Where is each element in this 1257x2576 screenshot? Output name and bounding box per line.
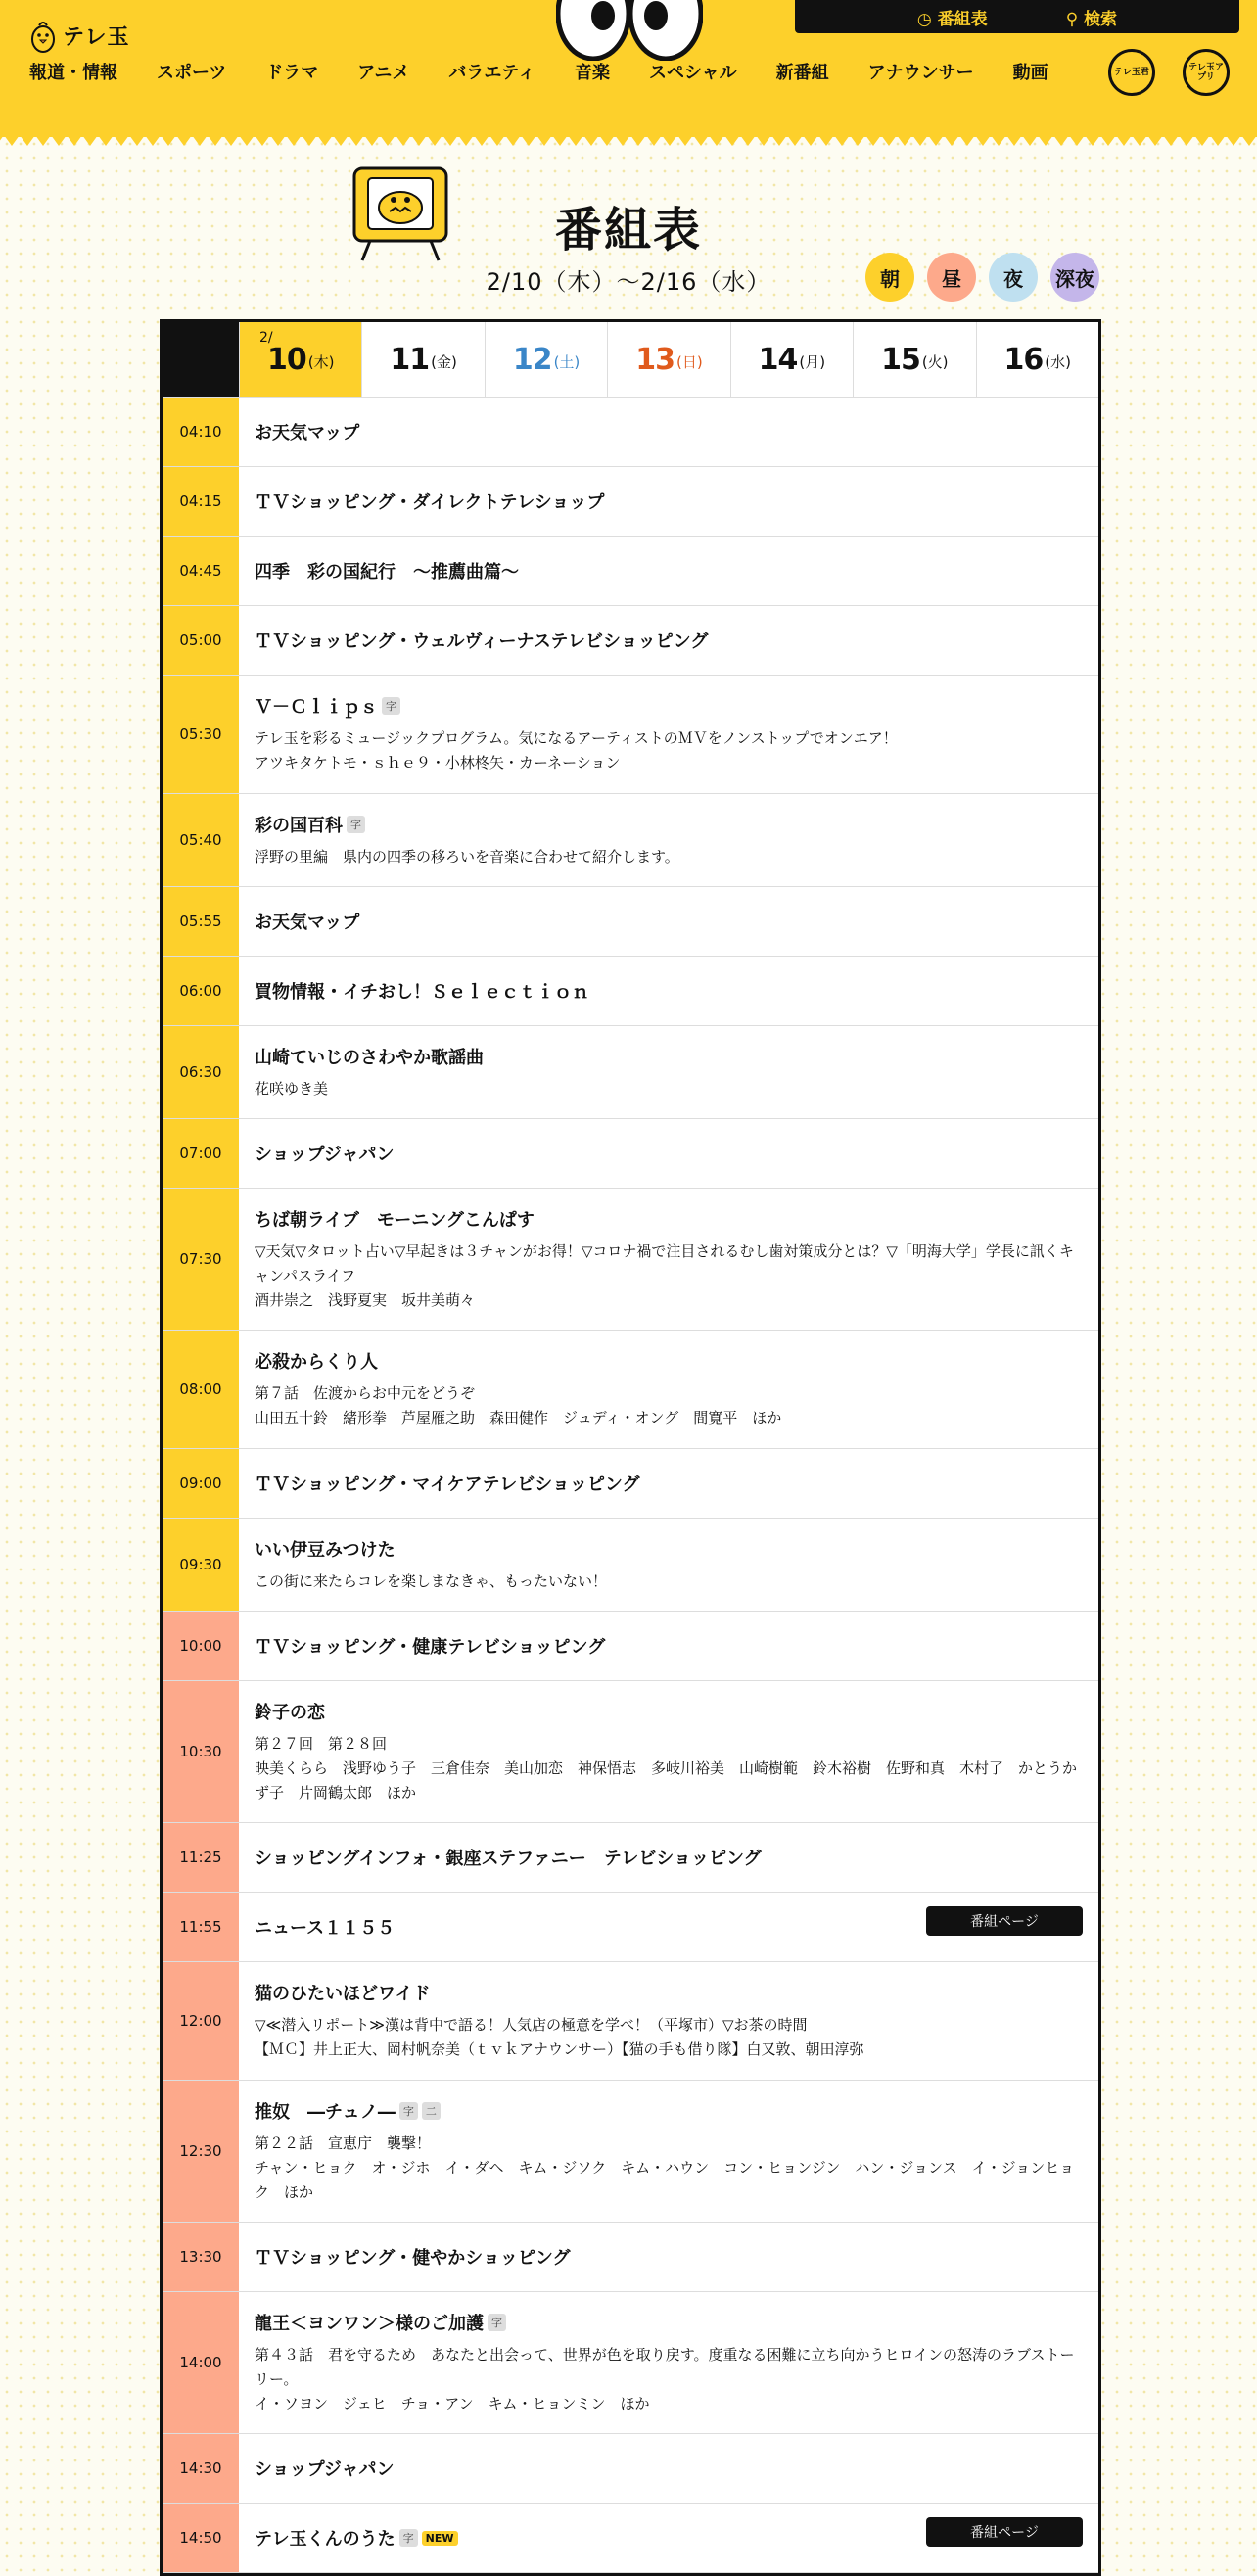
nav-news[interactable]: 報道・情報 — [29, 63, 117, 83]
clock-icon: ◷ — [916, 9, 938, 29]
teletama-kun-label: テレ玉君 — [1114, 68, 1149, 77]
program-description — [255, 2343, 1083, 2416]
nav-music[interactable]: 音楽 — [574, 63, 610, 83]
main-nav — [29, 59, 1088, 84]
program-row[interactable] — [163, 1519, 1098, 1612]
search-label: 検索 — [1084, 9, 1118, 29]
description-line: 浮野の里編 県内の四季の移ろいを音楽に合わせて紹介します。 — [255, 848, 679, 866]
program-time: 06:30 — [163, 1026, 239, 1118]
program-time: 14:50 — [163, 2504, 239, 2572]
program-title[interactable]: ショップジャパン — [255, 2459, 395, 2480]
day-number: 16 — [1003, 342, 1044, 377]
day-number: 11 — [390, 342, 430, 377]
program-title[interactable]: 必殺からくり人 — [255, 1352, 378, 1373]
program-title-row — [255, 2098, 1083, 2124]
program-row[interactable] — [163, 1893, 1098, 1962]
page-title: 番組表 — [554, 203, 702, 258]
program-time: 08:00 — [163, 1331, 239, 1448]
time-button-morning[interactable]: 朝 — [865, 253, 914, 302]
description-line: 第２７回 第２８回 — [255, 1735, 388, 1753]
program-title-row — [255, 1633, 1083, 1659]
program-info — [239, 606, 1098, 675]
description-line: ▽≪潜入リポート≫漢は背中で語る！人気店の極意を学べ！（平塚市）▽お茶の時間 — [255, 2016, 808, 2034]
program-row[interactable] — [163, 887, 1098, 957]
program-title[interactable]: ニュース１１５５ — [255, 1918, 396, 1939]
program-title-row — [255, 1348, 1083, 1374]
site-header — [0, 0, 1257, 137]
program-title-row — [255, 1044, 1083, 1069]
program-info — [239, 1612, 1098, 1680]
search-link[interactable] — [1066, 5, 1117, 29]
program-row[interactable] — [163, 1449, 1098, 1519]
day-number: 13 — [635, 342, 675, 377]
program-title-row — [255, 558, 1083, 584]
program-title-row — [255, 2310, 1083, 2335]
day-tab-14[interactable] — [730, 322, 853, 397]
program-title[interactable]: ＴＶショッピング・ダイレクトテレショップ — [255, 492, 605, 513]
program-title[interactable]: ちば朝ライブ モーニングこんぱす — [255, 1210, 535, 1231]
description-line: 第７話 佐渡からお中元をどうぞ — [255, 1384, 476, 1402]
program-title[interactable]: 山崎ていじのさわやか歌謡曲 — [255, 1048, 484, 1068]
app-label: テレ玉アプリ — [1188, 63, 1224, 82]
logo-text: テレ玉 — [63, 24, 130, 50]
program-info — [239, 2292, 1098, 2433]
program-title-row — [255, 1536, 1083, 1562]
caption-badge: 字 — [399, 2102, 418, 2120]
program-info — [239, 398, 1098, 466]
program-title-row — [255, 419, 1083, 445]
program-title-row — [255, 1206, 1083, 1232]
nav-drama[interactable]: ドラマ — [265, 63, 319, 83]
program-info — [239, 1189, 1098, 1330]
program-title[interactable]: ＴＶショッピング・健やかショッピング — [255, 2248, 571, 2269]
program-info — [239, 2081, 1098, 2222]
program-row[interactable] — [163, 957, 1098, 1026]
program-guide-link[interactable] — [917, 5, 988, 29]
program-info — [239, 1893, 1098, 1961]
caption-badge: 二 — [422, 2102, 441, 2120]
day-number: 12 — [512, 342, 552, 377]
program-title[interactable]: 彩の国百科 — [255, 816, 343, 836]
program-info — [239, 2434, 1098, 2503]
nav-anime[interactable]: アニメ — [357, 63, 410, 83]
program-title-row — [255, 978, 1083, 1004]
program-title-row — [255, 1471, 1083, 1496]
program-time: 07:30 — [163, 1189, 239, 1330]
program-time: 12:30 — [163, 2081, 239, 2222]
program-time: 11:25 — [163, 1823, 239, 1892]
program-title-row — [255, 2244, 1083, 2270]
new-badge: NEW — [422, 2531, 458, 2546]
program-title-row — [255, 489, 1083, 514]
header-zigzag-divider — [0, 135, 1257, 147]
description-line: 第２２話 宣恵庁 襲撃！ — [255, 2134, 432, 2152]
program-time: 05:30 — [163, 676, 239, 793]
program-description — [255, 845, 1083, 869]
description-line: ▽天気▽タロット占い▽早起きは３チャンがお得！▽コロナ禍で注目されるむし歯対策成分とは？▽「明海大学」学長に訊くキャンパスライフ — [255, 1242, 1074, 1285]
program-info — [239, 794, 1098, 886]
program-time: 12:00 — [163, 1962, 239, 2080]
top-utility-bar — [795, 0, 1239, 33]
program-time: 06:00 — [163, 957, 239, 1025]
day-weekday: (水) — [1045, 352, 1071, 371]
time-button-daytime[interactable]: 昼 — [927, 253, 976, 302]
program-time: 14:00 — [163, 2292, 239, 2433]
program-title[interactable]: ショッピングインフォ・銀座ステファニー テレビショッピング — [255, 1849, 762, 1869]
program-time: 09:30 — [163, 1519, 239, 1611]
program-guide-label: 番組表 — [937, 9, 988, 29]
site-logo[interactable] — [29, 18, 130, 53]
program-info — [239, 1519, 1098, 1611]
program-description — [255, 726, 1083, 775]
program-title-row — [255, 693, 1083, 719]
program-row[interactable] — [163, 1681, 1098, 1823]
program-row[interactable] — [163, 1612, 1098, 1681]
day-weekday: (土) — [553, 352, 581, 371]
program-title-row — [255, 628, 1083, 653]
program-time: 10:00 — [163, 1612, 239, 1680]
program-row[interactable] — [163, 676, 1098, 794]
description-line: 映美くらら 浅野ゆう子 三倉佳奈 美山加恋 神保悟志 多岐川裕美 山崎樹範 鈴木裕樹 佐野和真 木村了 かとうかず子 片岡鶴太郎 ほか — [255, 1759, 1078, 1802]
day-weekday: (木) — [307, 352, 335, 371]
program-row[interactable] — [163, 537, 1098, 606]
program-info — [239, 957, 1098, 1025]
program-title[interactable]: 推奴 ―チュノ― — [255, 2102, 396, 2123]
teletama-kun-icon[interactable] — [1108, 49, 1155, 96]
day-number: 15 — [881, 342, 920, 377]
program-info — [239, 2223, 1098, 2291]
program-title[interactable]: ＴＶショッピング・健康テレビショッピング — [255, 1637, 606, 1658]
program-time: 14:30 — [163, 2434, 239, 2503]
caption-badge: 字 — [382, 697, 400, 715]
program-title-row — [255, 2456, 1083, 2481]
program-row[interactable] — [163, 1189, 1098, 1331]
day-weekday: (火) — [921, 352, 949, 371]
program-info — [239, 676, 1098, 793]
program-info — [239, 1119, 1098, 1188]
nav-new-programs[interactable]: 新番組 — [775, 63, 829, 83]
day-weekday: (日) — [675, 352, 703, 371]
day-tab-10[interactable] — [239, 322, 361, 397]
day-tab-13[interactable] — [607, 322, 729, 397]
caption-badge: 字 — [347, 816, 365, 833]
day-tabs — [163, 322, 1098, 398]
program-row[interactable] — [163, 467, 1098, 537]
nav-videos[interactable]: 動画 — [1012, 63, 1048, 83]
program-time: 04:45 — [163, 537, 239, 605]
program-time: 09:00 — [163, 1449, 239, 1518]
program-info — [239, 1823, 1098, 1892]
program-description — [255, 2131, 1083, 2205]
description-line: テレ玉を彩るミュージックプログラム。気になるアーティストのＭＶをノンストップでオンエア！ — [255, 729, 898, 747]
program-row[interactable] — [163, 2292, 1098, 2434]
program-title-row — [255, 812, 1083, 837]
program-title[interactable]: 龍王＜ヨンワン＞様のご加護 — [255, 2314, 484, 2334]
program-page-button[interactable]: 番組ページ — [926, 1906, 1083, 1936]
program-row[interactable] — [163, 2434, 1098, 2504]
program-row[interactable] — [163, 1823, 1098, 1893]
program-row[interactable] — [163, 1119, 1098, 1189]
program-time: 07:00 — [163, 1119, 239, 1188]
program-title[interactable]: 猫のひたいほどワイド — [255, 1984, 431, 2004]
day-tab-15[interactable] — [853, 322, 975, 397]
time-button-late-night[interactable]: 深夜 — [1050, 253, 1099, 302]
program-time: 10:30 — [163, 1681, 239, 1822]
program-row[interactable] — [163, 1962, 1098, 2081]
program-title[interactable]: 鈴子の恋 — [255, 1703, 325, 1723]
program-info — [239, 537, 1098, 605]
program-title[interactable]: テレ玉くんのうた — [255, 2529, 396, 2550]
description-line: 【ＭＣ】井上正大、岡村帆奈美（ｔｖｋアナウンサー）【猫の手も借り隊】白又敦、朝田淳弥 — [255, 2040, 864, 2058]
program-info — [239, 1681, 1098, 1822]
program-title-row — [255, 1845, 1083, 1870]
program-description — [255, 1240, 1083, 1313]
program-info — [239, 467, 1098, 536]
day-weekday: (月) — [799, 352, 826, 371]
description-line: チャン・ヒョク オ・ジホ イ・ダヘ キム・ジソク キム・ハウン コン・ヒョンジン ハン・ジョンス イ・ジョンヒョク ほか — [255, 2159, 1075, 2201]
program-row[interactable] — [163, 606, 1098, 676]
day-tab-12[interactable] — [485, 322, 607, 397]
program-row[interactable] — [163, 794, 1098, 887]
day-tabs-corner — [163, 322, 239, 397]
program-title[interactable]: お天気マップ — [255, 423, 360, 444]
program-time: 05:55 — [163, 887, 239, 956]
program-info — [239, 1331, 1098, 1448]
program-description — [255, 1569, 1083, 1594]
program-description — [255, 1732, 1083, 1805]
mascot-eyes-icon — [556, 0, 703, 61]
time-button-night[interactable]: 夜 — [989, 253, 1038, 302]
program-info — [239, 887, 1098, 956]
program-row[interactable] — [163, 1026, 1098, 1119]
program-title[interactable]: いい伊豆みつけた — [255, 1540, 396, 1561]
description-line: この街に来たらコレを楽しまなきゃ、もったいない！ — [255, 1572, 608, 1590]
program-description — [255, 1077, 1083, 1101]
program-title[interactable]: 四季 彩の国紀行 ～推薦曲篇～ — [255, 562, 519, 583]
program-info — [239, 1026, 1098, 1118]
day-tab-16[interactable] — [976, 322, 1098, 397]
program-time: 13:30 — [163, 2223, 239, 2291]
nav-special[interactable]: スペシャル — [648, 63, 737, 83]
description-line: イ・ソヨン ジェヒ チョ・アン キム・ヒョンミン ほか — [255, 2395, 650, 2412]
program-row[interactable] — [163, 398, 1098, 467]
description-line: アツキタケトモ・ｓｈｅ９・小林柊矢・カーネーション — [255, 754, 621, 772]
app-icon[interactable] — [1183, 49, 1230, 96]
program-title-row — [255, 1980, 1083, 2005]
program-page-button[interactable]: 番組ページ — [926, 2517, 1083, 2547]
search-icon: ⚲ — [1065, 9, 1085, 29]
nav-announcers[interactable]: アナウンサー — [867, 63, 974, 83]
program-time: 05:00 — [163, 606, 239, 675]
schedule-table — [160, 319, 1101, 2576]
program-info — [239, 1962, 1098, 2080]
program-title[interactable]: ＴＶショッピング・ウェルヴィーナステレビショッピング — [255, 632, 709, 652]
description-line: 酒井崇之 浅野夏実 坂井美萌々 — [255, 1291, 476, 1309]
program-row[interactable] — [163, 2223, 1098, 2292]
day-tab-11[interactable] — [361, 322, 484, 397]
day-weekday: (金) — [431, 352, 457, 371]
program-title[interactable]: ショップジャパン — [255, 1145, 395, 1165]
caption-badge: 字 — [399, 2529, 418, 2547]
program-time: 05:40 — [163, 794, 239, 886]
program-title[interactable]: お天気マップ — [255, 913, 360, 933]
date-range: 2/10（木）〜2/16（水） — [486, 268, 771, 296]
day-number: 10 — [266, 342, 306, 377]
program-title[interactable]: ＴＶショッピング・マイケアテレビショッピング — [255, 1475, 640, 1495]
chick-logo-icon — [29, 18, 57, 53]
program-time: 04:10 — [163, 398, 239, 466]
nav-sports[interactable]: スポーツ — [157, 63, 227, 83]
program-title-row — [255, 1699, 1083, 1724]
program-time: 11:55 — [163, 1893, 239, 1961]
program-title-row — [255, 909, 1083, 934]
program-title[interactable]: 買物情報・イチおし！Ｓｅｌｅｃｔｉｏｎ — [255, 982, 589, 1003]
program-row[interactable] — [163, 1331, 1098, 1449]
description-line: 花咲ゆき美 — [255, 1080, 329, 1098]
month-label: 2/ — [259, 330, 273, 346]
time-of-day-filter — [865, 253, 1099, 302]
description-line: 第４３話 君を守るため あなたと出会って、世界が色を取り戻す。度重なる困難に立ち向かうヒロインの怒涛のラブストーリー。 — [255, 2346, 1075, 2388]
program-time: 04:15 — [163, 467, 239, 536]
program-info — [239, 1449, 1098, 1518]
day-number: 14 — [758, 342, 798, 377]
program-description — [255, 1382, 1083, 1430]
description-line: 山田五十鈴 緒形拳 芦屋雁之助 森田健作 ジュディ・オング 間寛平 ほか — [255, 1409, 782, 1427]
caption-badge: 字 — [488, 2314, 506, 2331]
program-description — [255, 2013, 1083, 2062]
program-title[interactable]: Ｖ－Ｃｌｉｐｓ — [255, 697, 378, 718]
program-title-row — [255, 1141, 1083, 1166]
program-list — [163, 398, 1098, 2573]
program-row[interactable] — [163, 2081, 1098, 2223]
nav-variety[interactable]: バラエティ — [448, 63, 535, 83]
